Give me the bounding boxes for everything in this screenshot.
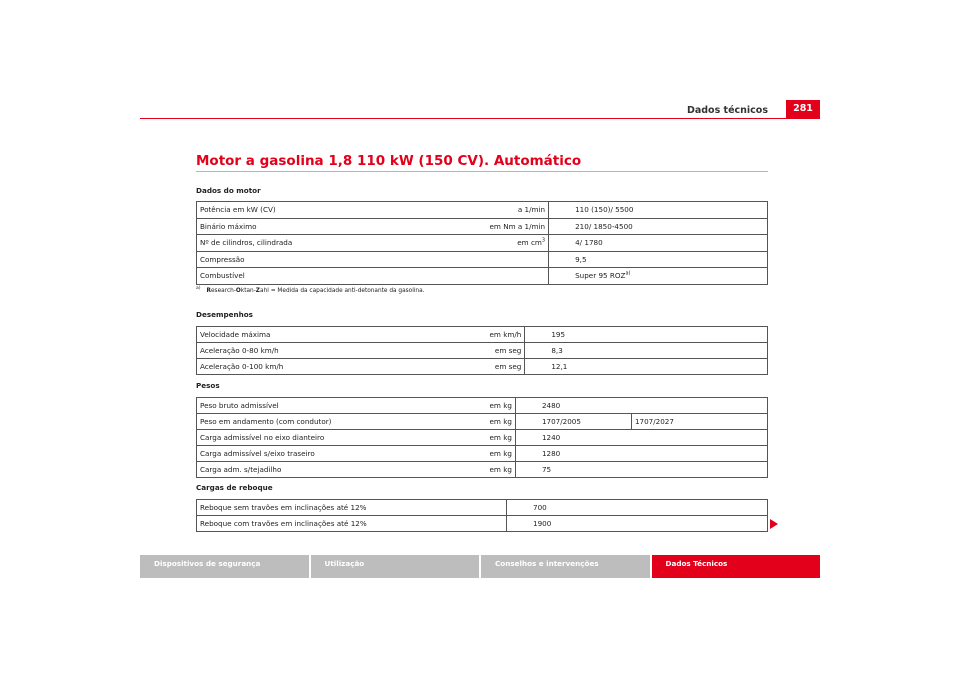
row-unit: em km/h <box>487 327 525 343</box>
row-value: 75 <box>515 462 767 478</box>
row-value: 1280 <box>515 446 767 462</box>
row-label: Aceleração 0-100 km/h <box>197 359 487 375</box>
row-label: Binário máximo <box>197 218 487 235</box>
row-unit: em kg <box>487 462 516 478</box>
row-label: Nº de cilindros, cilindrada <box>197 235 487 252</box>
engine-table <box>196 201 768 285</box>
footnote-text: esearch- <box>210 288 236 294</box>
table-row <box>197 218 768 235</box>
title-divider <box>196 171 768 172</box>
row-unit: em Nm a 1/min <box>487 218 549 235</box>
footnote-letter-z: Z <box>255 288 261 294</box>
table-row <box>197 235 768 252</box>
footer-tab-conselhos-e-intervencoes[interactable]: Conselhos e intervenções <box>481 555 650 578</box>
row-unit: em seg <box>487 343 525 359</box>
row-label: Carga admissível s/eixo traseiro <box>197 446 487 462</box>
row-value: 12,1 <box>525 359 768 375</box>
value-text: Super 95 ROZ <box>575 271 626 281</box>
row-value: 110 (150)/ 5500 <box>549 202 768 219</box>
engine-heading: Dados do motor <box>196 186 261 195</box>
page-title: Motor a gasolina 1,8 110 kW (150 CV). Automático <box>196 153 582 169</box>
row-value: 1240 <box>515 430 767 446</box>
row-value: 8,3 <box>525 343 768 359</box>
footnote <box>196 288 425 294</box>
row-unit: em kg <box>487 398 516 414</box>
row-unit <box>487 251 549 268</box>
footer-tab-utilizacao[interactable]: Utilização <box>311 555 480 578</box>
row-value: 210/ 1850-4500 <box>549 218 768 235</box>
row-unit: em kg <box>487 414 516 430</box>
table-row <box>197 414 768 430</box>
table-row <box>197 202 768 219</box>
row-value: 9,5 <box>549 251 768 268</box>
row-unit: a 1/min <box>487 202 549 219</box>
row-label: Carga admissível no eixo dianteiro <box>197 430 487 446</box>
towing-table <box>196 499 768 532</box>
header-divider <box>140 118 820 119</box>
weights-heading: Pesos <box>196 381 220 390</box>
table-row <box>197 359 768 375</box>
page-number: 281 <box>786 100 820 118</box>
row-label: Carga adm. s/tejadilho <box>197 462 487 478</box>
row-label: Peso em andamento (com condutor) <box>197 414 487 430</box>
row-label: Aceleração 0-80 km/h <box>197 343 487 359</box>
row-value: 1707/2005 <box>515 414 631 430</box>
row-label: Peso bruto admissível <box>197 398 487 414</box>
footnote-marker: a) <box>196 286 201 291</box>
footnote-text: ahl = Medida da capacidade anti-detonante da gasolina. <box>260 288 425 294</box>
row-value: 4/ 1780 <box>549 235 768 252</box>
performance-heading: Desempenhos <box>196 310 253 319</box>
table-row <box>197 327 768 343</box>
row-unit <box>487 500 507 516</box>
next-page-arrow-icon[interactable] <box>770 519 778 529</box>
row-label: Reboque com travões em inclinações até 12% <box>197 516 487 532</box>
row-unit <box>487 516 507 532</box>
header-section-title: Dados técnicos <box>686 105 768 116</box>
row-unit <box>487 268 549 285</box>
table-row <box>197 500 768 516</box>
row-label: Reboque sem travões em inclinações até 12% <box>197 500 487 516</box>
table-row <box>197 430 768 446</box>
footnote-letter-r: R <box>206 288 211 294</box>
row-unit: em kg <box>487 430 516 446</box>
footer-tab-dados-tecnicos[interactable]: Dados Técnicos <box>652 555 821 578</box>
row-value: 1900 <box>507 516 768 532</box>
row-value: 700 <box>507 500 768 516</box>
table-row <box>197 268 768 285</box>
row-label: Combustível <box>197 268 487 285</box>
weights-table <box>196 397 768 478</box>
row-label: Velocidade máxima <box>197 327 487 343</box>
row-value: 2480 <box>515 398 767 414</box>
unit-superscript: 3 <box>541 237 546 244</box>
row-unit: em seg <box>487 359 525 375</box>
row-unit: em kg <box>487 446 516 462</box>
footer-tab-dispositivos-de-seguranca[interactable]: Dispositivos de segurança <box>140 555 309 578</box>
towing-heading: Cargas de reboque <box>196 483 273 492</box>
unit-text: em cm <box>517 238 542 248</box>
row-value: 195 <box>525 327 768 343</box>
table-row <box>197 446 768 462</box>
table-row <box>197 343 768 359</box>
footnote-text: ktan- <box>240 288 256 294</box>
row-value <box>549 268 768 285</box>
footnote-reference: a) <box>625 270 631 277</box>
row-value-secondary: 1707/2027 <box>631 414 767 430</box>
row-label: Potência em kW (CV) <box>197 202 487 219</box>
table-row <box>197 462 768 478</box>
table-row <box>197 251 768 268</box>
row-label: Compressão <box>197 251 487 268</box>
footnote-letter-o: O <box>235 288 241 294</box>
row-unit <box>487 235 549 252</box>
performance-table <box>196 326 768 375</box>
table-row <box>197 398 768 414</box>
footer-nav <box>140 555 820 578</box>
table-row <box>197 516 768 532</box>
